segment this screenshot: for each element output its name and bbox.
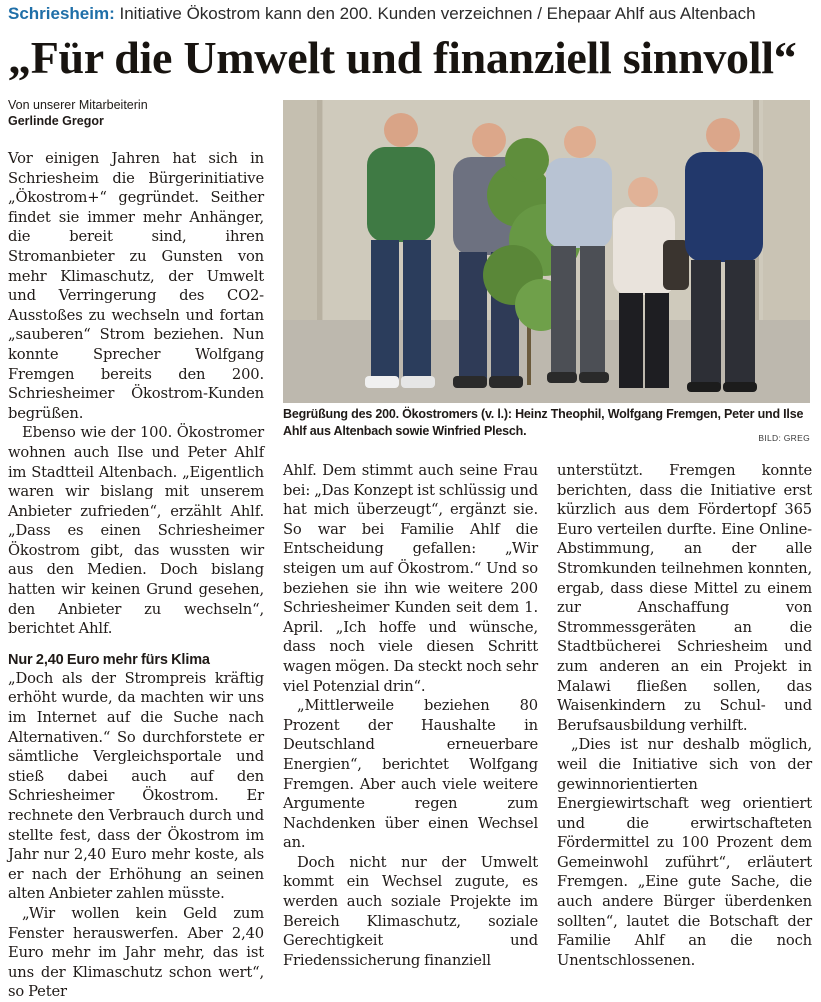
photo-caption: Begrüßung des 200. Ökostromers (v. l.): Heinz Theophil, Wolfgang Fremgen, Peter und Ilse Ahlf aus Altenbach sowie Winfried Plesch. xyxy=(283,407,804,438)
photo-illustration xyxy=(283,100,810,403)
article-column-2 xyxy=(283,461,538,970)
byline-author: Gerlinde Gregor xyxy=(8,114,104,128)
byline xyxy=(8,97,270,129)
kicker-line xyxy=(8,4,813,24)
paragraph: Doch nicht nur der Umwelt kommt ein Wechsel zugute, es werden auch soziale Projekte im Bereich Klimaschutz, soziale Gerechtigkeit und Friedenssicherung finanziell xyxy=(283,853,538,969)
kicker-text: Initiative Ökostrom kann den 200. Kunden verzeichnen / Ehepaar Ahlf aus Altenbach xyxy=(119,4,756,23)
kicker-place: Schriesheim: xyxy=(8,4,115,23)
article-photo xyxy=(283,100,810,403)
article-column-1 xyxy=(8,149,264,1002)
photo-credit: BILD: GREG xyxy=(758,433,810,443)
paragraph: „Wir wollen kein Geld zum Fenster herauswerfen. Aber 2,40 Euro mehr im Jahr mehr, das ist uns der Klimaschutz schon wert“, so Peter xyxy=(8,904,264,1001)
headline: „Für die Umwelt und finanziell sinnvoll“ xyxy=(8,32,797,83)
paragraph: „Mittlerweile beziehen 80 Prozent der Haushalte in Deutschland erneuerbare Energien“, berichtet Wolfgang Fremgen. Aber auch viele weitere Argumente regen zum Nachdenken über einen Wechsel an. xyxy=(283,697,538,852)
paragraph: unterstützt. Fremgen konnte berichten, dass die Initiative erst kürzlich aus dem Fördertopf 365 Euro verteilen durfte. Eine Online-Abstimmung, an der alle Stromkunden teilnehmen konnten, ergab, dass diese Mittel zu einem zur Anschaffung von Strommessgeräten an die Stadtbücherei Schriesheim und zum anderen an ein Projekt in Malawi fließen sollen, das Waisenkindern zu Schul- und Berufsausbildung verhilft. xyxy=(557,462,812,734)
paragraph: „Dies ist nur deshalb möglich, weil die Initiative sich von der gewinnorientierten Energiewirtschaft weg orientiert und die erwirtschafteten Fördermittel zu 100 Prozent dem Gemeinwohl zuführt“, erläutert Fremgen. „Eine gute Sache, die auch andere Bürger überdenken sollten“, lautet die Botschaft der Familie Ahlf an die noch Unentschlossenen. xyxy=(557,736,812,969)
paragraph: „Doch als der Strompreis kräftig erhöht wurde, da machten wir uns im Internet auf die Suche nach Alternativen.“ So durchforstete er sämtliche Vergleichsportale und stieß dabei auch auf den Schriesheimer Ökostrom. Er rechnete den Verbrauch durch und stellte fest, dass der Ökostrom im Jahr nur 2,40 Euro mehr koste, als er nach der Erhöhung an seinen alten Anbieter zahlen müsste. xyxy=(8,669,264,903)
paragraph: Ebenso wie der 100. Ökostromer wohnen auch Ilse und Peter Ahlf im Stadtteil Altenbach. „Eigentlich waren wir bislang mit unserem Anbieter zufrieden“, erzählt Ahlf. „Dass es einen Schriesheimer Ökostrom gibt, das wussten wir aus den Medien. Doch bislang hatten wir keinen Grund gesehen, den Anbieter zu wechseln“, berichtet Ahlf. xyxy=(8,424,264,638)
subheadline: Nur 2,40 Euro mehr fürs Klima xyxy=(8,651,210,668)
paragraph: Ahlf. Dem stimmt auch seine Frau bei: „Das Konzept ist schlüssig und hat mich überzeugt“, ergänzt sie. So war bei Familie Ahlf die Entscheidung gefallen: „Wir steigen um auf Ökostrom.“ Und so beziehen sie ihn wie weitere 200 Schriesheimer Kunden seit dem 1. April. „Ich hoffe und wünsche, dass noch viele diesen Schritt wagen mögen. Da steckt noch sehr viel Potenzial drin“. xyxy=(283,462,538,695)
paragraph: Vor einigen Jahren hat sich in Schriesheim die Bürgerinitiative „Ökostrom+“ gegründet. Seither findet sie immer mehr Anhänger, die bereit sind, ihren Stromanbieter zu Gunsten von mehr Klimaschutz, der Umwelt und Verringerung des CO2-Ausstoßes zu wechseln und fortan „sauberen“ Strom beziehen. Nun konnte Sprecher Wolfgang Fremgen bereits den 200. Schriesheimer Ökostrom-Kunden begrüßen. xyxy=(8,150,264,422)
article-column-3 xyxy=(557,461,812,970)
byline-intro: Von unserer Mitarbeiterin xyxy=(8,98,148,112)
